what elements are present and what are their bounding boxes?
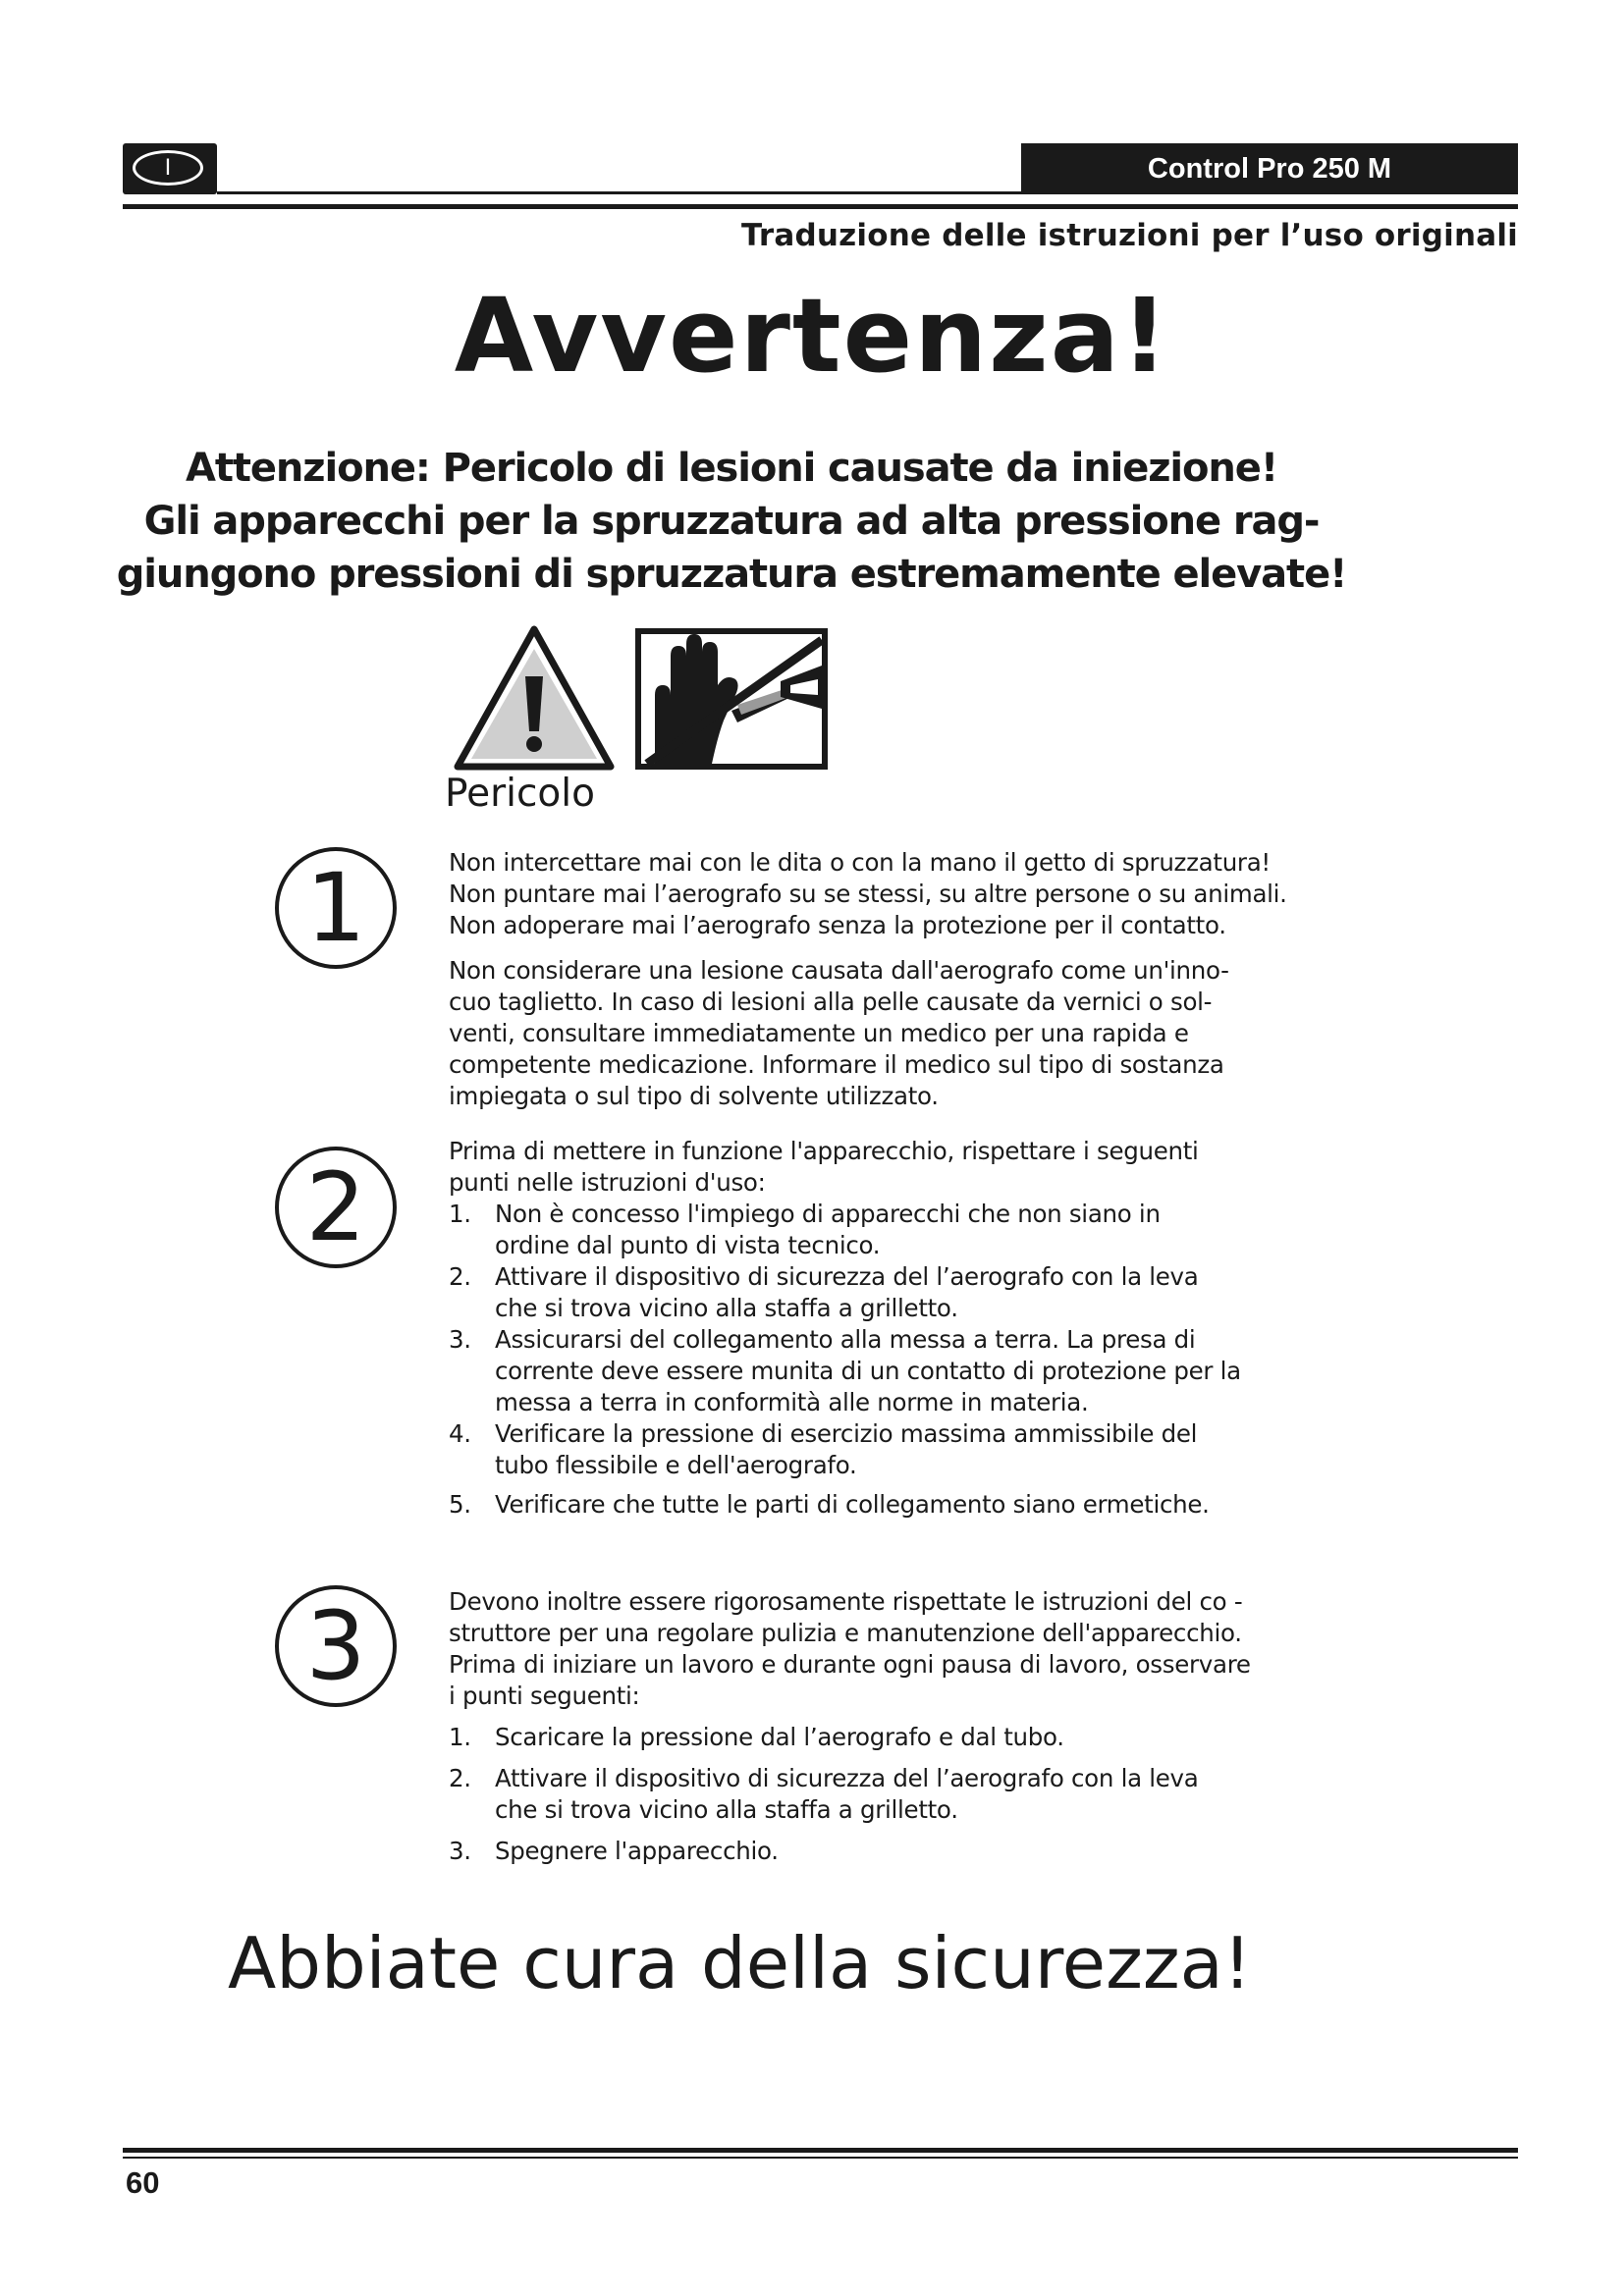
danger-label: Pericolo [445,772,595,816]
text-line: i punti seguenti: [449,1682,640,1710]
section-number-text: 3 [305,1591,366,1701]
text-line: venti, consultare immediatamente un medico per una rapida e [449,1019,1189,1047]
text-line: punti nelle istruzioni d'uso: [449,1168,766,1197]
list-item: 3. Assicurarsi del collegamento alla messa a terra. La presa di corrente deve essere munita di un contatto di protezione per la messa a terra in conformità alle norme in materia. [449,1325,1241,1416]
attention-line: giungono pressioni di spruzzatura estremamente elevate! [116,552,1347,597]
section-3-text [449,1586,1293,1867]
section-number-3 [272,1582,400,1710]
text-line: cuo taglietto. In caso di lesioni alla pelle causate da vernici o sol- [449,988,1213,1016]
text-line: Prima di mettere in funzione l'apparecchio, rispettare i seguenti [449,1137,1199,1165]
section-number-text: 1 [305,853,366,963]
attention-line: Attenzione: Pericolo di lesioni causate da iniezione! [186,446,1277,491]
section-number-1 [272,844,400,972]
list-item: 2. Attivare il dispositivo di sicurezza del l’aerografo con la leva che si trova vicino alla staffa a grilletto. [449,1764,1199,1824]
safety-motto: Abbiate cura della sicurezza! [228,1922,1252,2004]
text-line: Devono inoltre essere rigorosamente rispettate le istruzioni del co - [449,1587,1243,1616]
list-item: 3. Spegnere l'apparecchio. [449,1837,779,1865]
text-line: impiegata o sul tipo di solvente utilizzato. [449,1082,939,1110]
attention-text [0,442,1463,601]
section-number-text: 2 [305,1152,366,1262]
text-line: Non intercettare mai con le dita o con la mano il getto di spruzzatura! [449,848,1271,877]
list-item: 1. Non è concesso l'impiego di apparecchi che non siano in ordine dal punto di vista tecnico. [449,1200,1161,1259]
footer-rule [123,2148,1518,2153]
header-rule [123,204,1518,209]
section-1-text [449,847,1293,1112]
text-line: Prima di iniziare un lavoro e durante ogni pausa di lavoro, osservare [449,1650,1251,1679]
list-item: 5. Verificare che tutte le parti di collegamento siano ermetiche. [449,1490,1210,1519]
page-subtitle: Traduzione delle istruzioni per l’uso originali [740,218,1518,253]
page-number: 60 [126,2165,160,2200]
text-line: struttore per una regolare pulizia e manutenzione dell'apparecchio. [449,1619,1242,1647]
text-line: Non considerare una lesione causata dall'aerografo come un'inno- [449,956,1229,985]
warning-headline: Avvertenza! [454,276,1170,396]
footer-rule-thin [123,2157,1518,2159]
list-item: 4. Verificare la pressione di esercizio massima ammissibile del tubo flessibile e dell'aerografo. [449,1419,1198,1479]
hand-injection-icon [633,626,830,772]
warning-triangle-icon [454,625,615,771]
text-line: Non adoperare mai l’aerografo senza la protezione per il contatto. [449,911,1226,939]
list-item: 2. Attivare il dispositivo di sicurezza del l’aerografo con la leva che si trova vicino alla staffa a grilletto. [449,1262,1199,1322]
list-item: 1. Scaricare la pressione dal l’aerografo e dal tubo. [449,1723,1064,1751]
text-line: competente medicazione. Informare il medico sul tipo di sostanza [449,1050,1224,1079]
language-badge [123,143,217,194]
language-code: I [133,150,203,186]
attention-line: Gli apparecchi per la spruzzatura ad alta pressione rag- [143,499,1320,544]
text-line: Non puntare mai l’aerografo su se stessi, su altre persone o su animali. [449,880,1287,908]
section-2-text [449,1136,1293,1521]
model-title: Control Pro 250 M [1021,143,1518,194]
section-number-2 [272,1144,400,1271]
